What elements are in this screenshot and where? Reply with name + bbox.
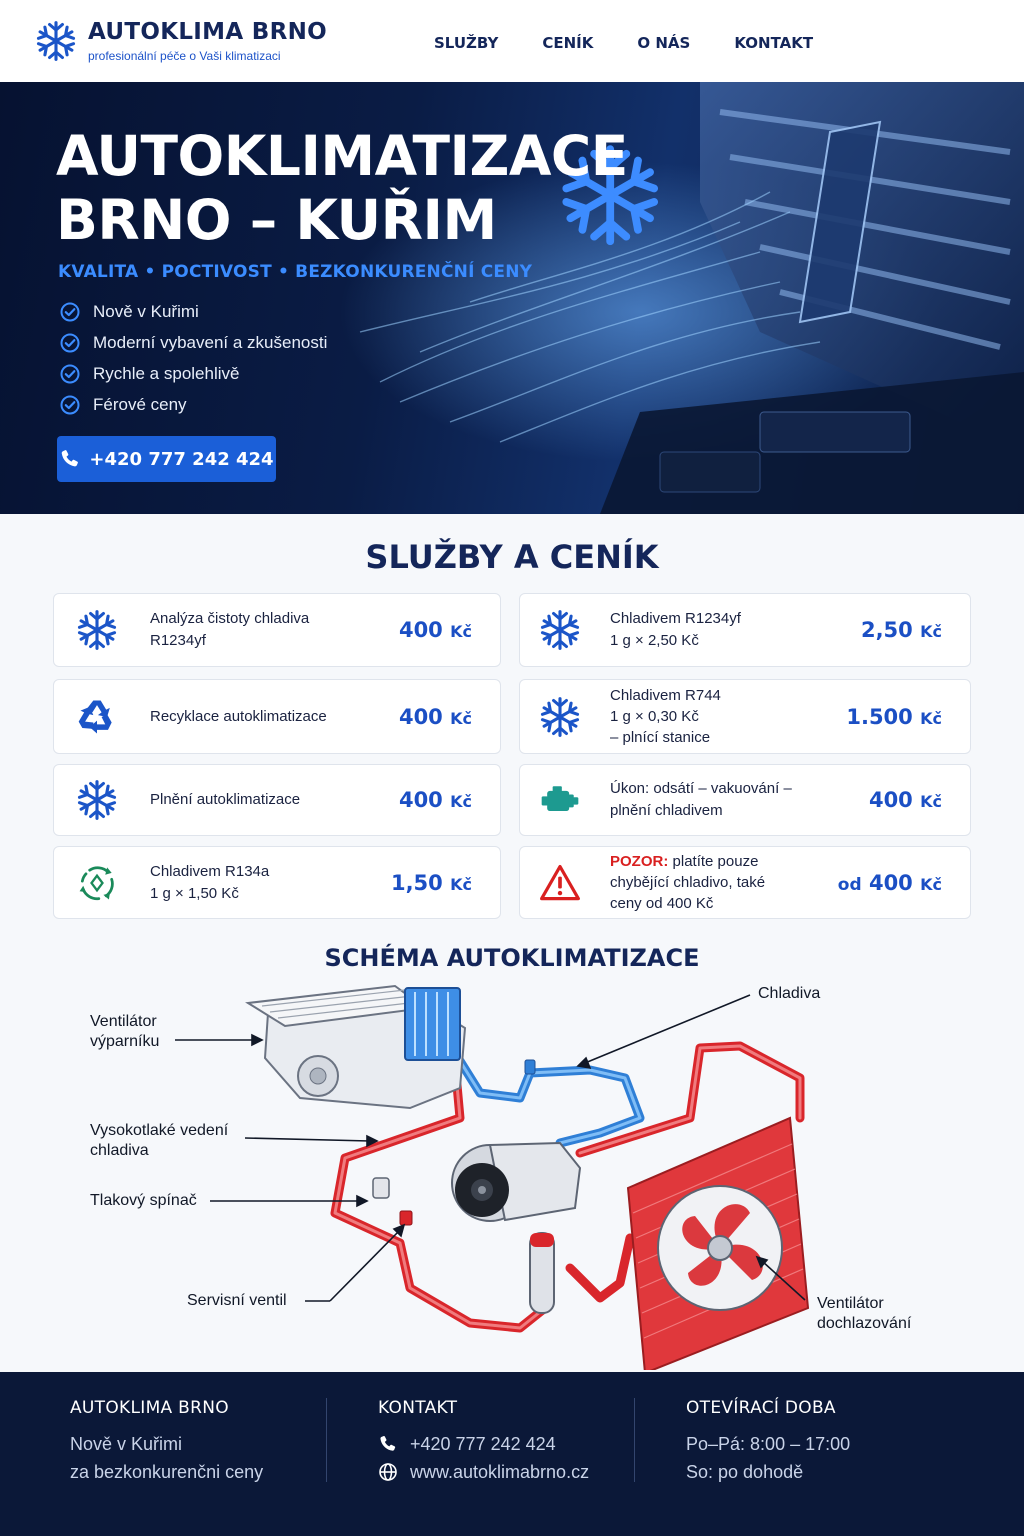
hero-title-line-2: BRNO – KUŘIM (56, 188, 497, 252)
hero-tagline: KVALITA • POCTIVOST • BEZKONKURENČNÍ CENY (58, 262, 533, 282)
service-price: 2,50 Kč (860, 618, 942, 642)
label-refrigerant: Chladiva (758, 985, 821, 1002)
footer-hours-title: OTEVÍRACÍ DOBA (686, 1398, 836, 1418)
service-card[interactable]: Úkon: odsátí – vakuování – plnění chladivem 400 Kč (519, 764, 971, 836)
service-card[interactable]: Plnění autoklimatizace 400 Kč (53, 764, 501, 836)
feature-item: Férové ceny (60, 389, 327, 420)
footer-contact (378, 1398, 589, 1486)
footer-about-line: Nově v Kuřimi (70, 1434, 183, 1454)
feature-item: Moderní vybavení a zkušenosti (60, 327, 327, 358)
call-button[interactable] (57, 436, 276, 482)
service-card[interactable]: Chladivem R1234yf 1 g × 2,50 Kč 2,50 Kč (519, 593, 971, 667)
footer-about-line: za bezkonkurenčni ceny (70, 1462, 264, 1482)
phone-icon (59, 448, 81, 470)
service-price: 400 Kč (398, 704, 472, 729)
hero-title-line-1: AUTOKLIMATIZACE (56, 124, 628, 188)
globe-icon (378, 1462, 398, 1482)
label-pressure-switch: Tlakový spínač (90, 1192, 197, 1209)
label-service-valve: Servisní ventil (187, 1292, 287, 1309)
engine-icon (538, 778, 582, 822)
main-nav (410, 34, 857, 52)
service-card-warning[interactable]: POZOR: platíte pouze chybějící chladivo, také ceny od 400 Kč od 400 Kč (519, 846, 971, 919)
label-high-pressure-line: Vysokotlaké vedení chladiva (90, 1122, 229, 1159)
footer-contact-title: KONTAKT (378, 1398, 458, 1418)
site-header (0, 0, 1024, 82)
warning-label: POZOR: (610, 853, 669, 870)
ac-system-diagram (0, 978, 1024, 1370)
footer-website[interactable]: www.autoklimabrno.cz (378, 1458, 589, 1486)
service-price: 400 Kč (398, 788, 472, 812)
service-card[interactable]: Analýza čistoty chladiva R1234yf 400 Kč (53, 593, 501, 667)
nav-o-nas[interactable]: O NÁS (637, 34, 691, 52)
check-circle-icon (60, 395, 80, 415)
label-evaporator-fan: Ventilátor výparníku (90, 1013, 160, 1050)
snowflake-icon (538, 608, 582, 652)
service-price: 1.500 Kč (846, 704, 942, 729)
service-card[interactable]: Recyklace autoklimatizace 400 Kč (53, 679, 501, 754)
footer-about (70, 1398, 263, 1486)
label-cooling-fan: Ventilátor dochlazování (817, 1295, 912, 1332)
brand-name: AUTOKLIMA BRNO (88, 19, 327, 45)
footer-brand: AUTOKLIMA BRNO (70, 1398, 229, 1418)
brand-tagline: profesionální péče o Vaši klimatizaci (88, 49, 281, 63)
feature-list (60, 296, 327, 420)
check-circle-icon (60, 302, 80, 322)
service-card[interactable]: Chladivem R744 1 g × 0,30 Kč – plnící stanice 1.500 Kč (519, 679, 971, 754)
footer-divider (634, 1398, 635, 1482)
footer-hours-weekdays: Po–Pá: 8:00 – 17:00 (686, 1434, 851, 1454)
check-circle-icon (60, 364, 80, 384)
phone-icon (378, 1434, 398, 1454)
service-price: 400 Kč (398, 618, 472, 642)
footer-phone[interactable]: +420 777 242 424 (378, 1430, 589, 1458)
nav-cenik[interactable]: CENÍK (542, 34, 594, 52)
hero-banner (0, 82, 1024, 514)
footer-hours (686, 1398, 850, 1486)
nav-kontakt[interactable]: KONTAKT (734, 34, 814, 52)
snowflake-icon (75, 608, 119, 652)
check-circle-icon (60, 333, 80, 353)
snowflake-icon (75, 778, 119, 822)
feature-item: Nově v Kuřimi (60, 296, 327, 327)
service-card[interactable]: Chladivem R134a 1 g × 1,50 Kč 1,50 Kč (53, 846, 501, 919)
snowflake-icon (538, 695, 582, 739)
footer-hours-saturday: So: po dohodě (686, 1462, 804, 1482)
service-price: od 400 Kč (837, 870, 942, 895)
footer-divider (326, 1398, 327, 1482)
nav-sluzby[interactable]: SLUŽBY (434, 34, 499, 52)
recycle-icon (75, 695, 119, 739)
diagram-title: SCHÉMA AUTOKLIMATIZACE (324, 944, 700, 972)
hero-title (56, 124, 628, 252)
eco-cycle-icon (75, 861, 119, 905)
call-button-number: +420 777 242 424 (89, 448, 274, 470)
feature-item: Rychle a spolehlivě (60, 358, 327, 389)
service-price: 400 Kč (868, 788, 942, 812)
service-price: 1,50 Kč (390, 870, 472, 895)
warning-icon (538, 861, 582, 905)
logo[interactable] (34, 18, 327, 64)
snowflake-logo-icon (34, 19, 78, 63)
services-title: SLUŽBY A CENÍK (365, 538, 659, 576)
site-footer (0, 1372, 1024, 1536)
